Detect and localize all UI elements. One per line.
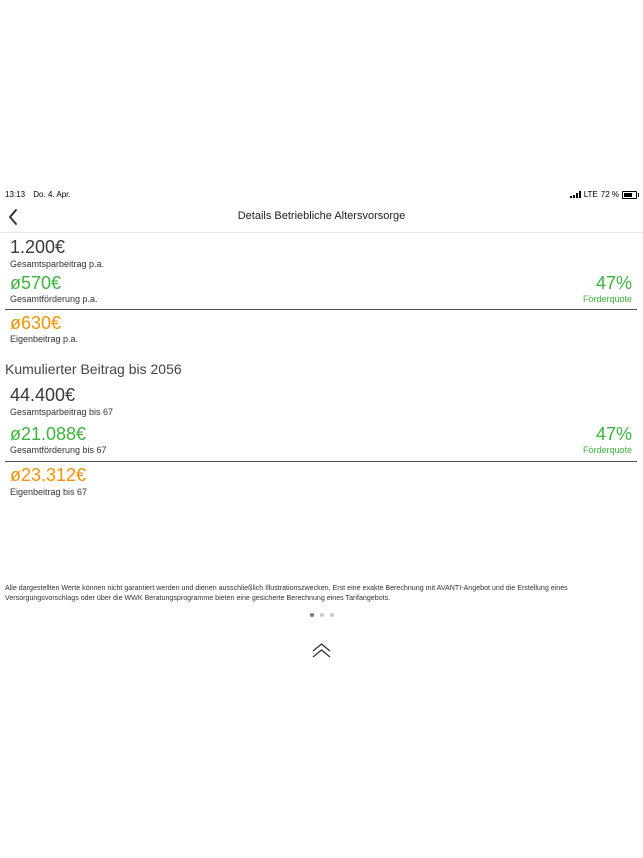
network-type: LTE (583, 190, 598, 199)
cumulative-quota-label: Förderquote (582, 445, 632, 455)
annual-quota-value: 47% (595, 273, 632, 293)
status-bar (0, 188, 643, 202)
annual-subsidy-amount: ø570€ (10, 273, 62, 293)
annual-subsidy-label: Gesamtförderung p.a. (10, 294, 98, 304)
annual-total-amount: 1.200€ (10, 237, 66, 257)
annual-own-amount: ø630€ (10, 313, 62, 333)
cumulative-subsidy-amount: ø21.088€ (10, 424, 87, 444)
annual-divider (5, 309, 637, 310)
page-title: Details Betriebliche Altersvorsorge (237, 210, 406, 222)
cumulative-own-amount: ø23.312€ (10, 465, 87, 485)
page-dot[interactable] (330, 613, 334, 617)
status-date: Do. 4. Apr. (33, 190, 71, 199)
cumulative-total-amount: 44.400€ (10, 385, 76, 405)
nav-bar (0, 202, 643, 233)
cumulative-divider (5, 461, 637, 462)
chevron-up-icon (311, 642, 332, 660)
cumulative-own-label: Eigenbeitrag bis 67 (10, 487, 88, 497)
page-dot[interactable] (310, 613, 314, 617)
page-indicator[interactable] (0, 613, 643, 617)
signal-icon (570, 191, 581, 198)
battery-percent: 72 % (600, 190, 619, 199)
disclaimer-text: Alle dargestellten Werte können nicht garantiert werden und dienen ausschließlich Illustrationszwecken. Erst eine exakte Berechnung mit AVANTI-Angebot und die Erstellung eines Versorgungsvorschlags oder über die WWK Beratungsprogramme bieten eine gesicherte Berechnung eines Tarifangebots. (5, 584, 568, 602)
cumulative-quota-value: 47% (595, 424, 632, 444)
cumulative-section-title: Kumulierter Beitrag bis 2056 (5, 361, 182, 377)
annual-quota-label: Förderquote (582, 294, 632, 304)
status-time: 13:13 (5, 190, 26, 199)
status-left (5, 190, 77, 199)
battery-icon (622, 191, 637, 199)
page-dot[interactable] (320, 613, 324, 617)
cumulative-subsidy-label: Gesamtförderung bis 67 (10, 445, 107, 455)
cumulative-total-label: Gesamtsparbeitrag bis 67 (10, 407, 114, 417)
annual-total-label: Gesamtsparbeitrag p.a. (10, 259, 105, 269)
collapse-button[interactable] (311, 642, 332, 660)
battery-fill (624, 193, 632, 197)
status-right (570, 190, 637, 199)
annual-own-label: Eigenbeitrag p.a. (10, 334, 79, 344)
